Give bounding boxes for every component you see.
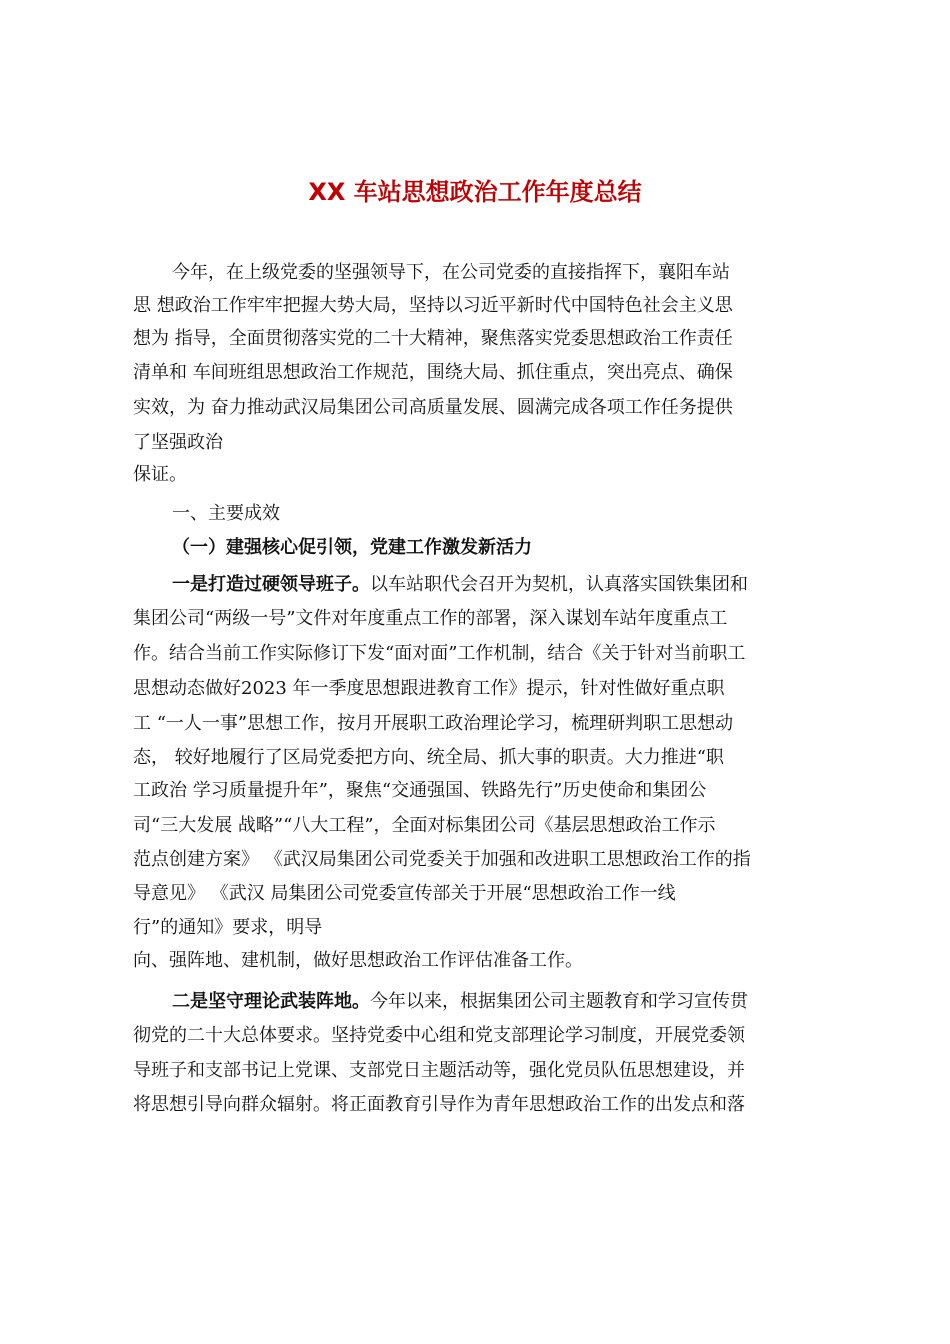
- para3-line-1: [172, 987, 748, 1017]
- para3-line-2: 彻党的二十大总体要求。坚持党委中心组和党支部理论学习制度，开展党委领: [133, 1025, 745, 1046]
- para1-line-2: 思 想政治工作牢牢把握大势大局，坚持以习近平新时代中国特色社会主义思: [133, 295, 733, 316]
- para2-line-1: [172, 570, 748, 600]
- para3-lead: 二是坚守理论武装阵地。: [172, 991, 370, 1012]
- para3-line-4: 将思想引导向群众辐射。将正面教育引导作为青年思想政治工作的出发点和落: [133, 1094, 745, 1115]
- section-heading: 一、主要成效: [172, 503, 280, 524]
- para1-line-7: 保证。: [133, 464, 187, 485]
- para1-line-6: 了坚强政治: [133, 432, 223, 453]
- para2-line-1-text: 以车站职代会召开为契机，认真落实国铁集团和: [370, 574, 748, 595]
- para2-line-11: 行”的通知》要求，明导: [133, 917, 323, 938]
- para2-lead: 一是打造过硬领导班子。: [172, 574, 370, 595]
- para2-line-7: 工政治 学习质量提升年”，聚焦“交通强国、铁路先行”历史使命和集团公: [133, 780, 707, 801]
- para3-line-1-text: 今年以来，根据集团公司主题教育和学习宣传贯: [370, 991, 748, 1012]
- para2-line-9: 范点创建方案》 《武汉局集团公司党委关于加强和改进职工思想政治工作的指: [133, 849, 751, 870]
- para2-line-8: 司“三大发展 战略”“八大工程”，全面对标集团公司《基层思想政治工作示: [133, 815, 716, 836]
- para2-line-6: 态， 较好地履行了区局党委把方向、统全局、抓大事的职责。大力推进“职: [133, 747, 724, 768]
- para2-line-10: 导意见》 《武汉 局集团公司党委宣传部关于开展“思想政治工作一线: [133, 883, 676, 904]
- para3-line-3: 导班子和支部书记上党课、支部党日主题活动等，强化党员队伍思想建设，并: [133, 1060, 745, 1081]
- para2-line-3: 作。结合当前工作实际修订下发“面对面”工作机制，结合《关于针对当前职工: [133, 643, 746, 664]
- para2-line-12: 向、强阵地、建机制，做好思想政治工作评估准备工作。: [133, 950, 583, 971]
- para2-line-5: 工 “一人一事”思想工作，按月开展职工政治理论学习，梳理研判职工思想动: [133, 713, 734, 734]
- para2-line-2: 集团公司“两级一号”文件对年度重点工作的部署，深入谋划车站年度重点工: [133, 608, 728, 629]
- para1-line-5: 实效，为 奋力推动武汉局集团公司高质量发展、圆满完成各项工作任务提供: [133, 397, 733, 418]
- para1-line-1: 今年，在上级党委的坚强领导下，在公司党委的直接指挥下，襄阳车站: [172, 262, 730, 283]
- para1-line-4: 清单和 车间班组思想政治工作规范，围绕大局、抓住重点，突出亮点、确保: [133, 362, 733, 383]
- subsection-heading: （一）建强核心促引领，党建工作激发新活力: [172, 537, 532, 558]
- para2-line-4: 思想动态做好2023 年一季度思想跟进教育工作》提示，针对性做好重点职: [133, 678, 725, 699]
- para1-line-3: 想为 指导，全面贯彻落实党的二十大精神，聚焦落实党委思想政治工作责任: [133, 328, 733, 349]
- document-title: XX 车站思想政治工作年度总结: [308, 178, 642, 206]
